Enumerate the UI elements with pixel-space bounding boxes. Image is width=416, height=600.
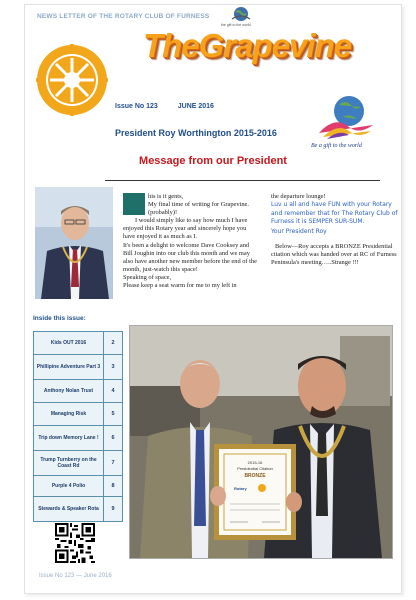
toc-row[interactable]	[34, 355, 122, 380]
toc-page: 3	[111, 364, 115, 370]
certificate-org: Rotary	[234, 486, 247, 491]
toc-page: 9	[111, 506, 115, 512]
toc-row[interactable]	[34, 332, 122, 355]
photo-caption: Below—Roy accepts a BRONZE Presidential citation which was handed over at RC of Furness Peninsula's meeting…..Strange !!!	[271, 242, 397, 266]
newsletter-title: TheGrapevine	[143, 27, 352, 64]
message-paragraph: I would simply like to say how much I have enjoyed this Rotary year and sincerely hope you have enjoyed it as much as I.	[123, 217, 248, 241]
toc-title: Stewards & Speaker Rota	[34, 497, 104, 521]
message-paragraph: Speaking of space,	[123, 273, 172, 281]
toc-title: Trip down Memory Lane !	[34, 426, 104, 450]
president-photo	[35, 187, 113, 299]
rotary-wheel-logo	[35, 43, 109, 117]
issue-date: JUNE 2016	[177, 103, 214, 110]
globe-caption: the gift to the world	[221, 23, 251, 27]
message-paragraph: his is it gents,	[148, 193, 184, 200]
toc-row[interactable]	[34, 451, 122, 476]
president-line: President Roy Worthington 2015-2016	[115, 128, 277, 138]
table-of-contents	[33, 331, 123, 522]
page-footer: Issue No 123 — June 2016	[39, 573, 112, 579]
message-paragraph: It's been a delight to welcome Dave Cooksey and Bill Joughin into our club this month and we may also have another new member before the end of the month, just-watch this space!	[123, 241, 257, 273]
toc-title: Phillipine Adventure Part 3	[34, 355, 104, 379]
message-paragraph: My final time of writing for Grapevine.(probably)!	[148, 201, 249, 217]
message-paragraph: the departure lounge!	[271, 193, 326, 200]
certificate-title: Presidential Citation	[237, 466, 273, 471]
toc-row[interactable]	[34, 380, 122, 403]
toc-title: Purple 4 Polio	[34, 476, 104, 496]
toc-title: Anthony Nolan Trust	[34, 380, 104, 402]
issue-info	[115, 103, 232, 110]
toc-page: 2	[111, 340, 115, 346]
toc-row[interactable]	[34, 403, 122, 426]
president-message-column-1	[123, 193, 258, 290]
toc-page: 7	[111, 460, 115, 466]
certificate-level: BRONZE	[244, 473, 266, 479]
inside-this-issue-label: Inside this issue:	[33, 315, 86, 322]
be-a-gift-logo	[315, 93, 375, 141]
toc-title: Managing Risk	[34, 403, 104, 425]
globe-logo-small	[229, 5, 253, 23]
heading-divider	[105, 180, 380, 181]
qr-code[interactable]	[55, 523, 95, 563]
toc-row[interactable]	[34, 426, 122, 451]
toc-page: 5	[111, 411, 115, 417]
gift-caption: Be a gift to the world	[311, 143, 362, 149]
award-photo	[129, 325, 393, 559]
toc-page: 4	[111, 388, 115, 394]
president-signoff: Your President Roy	[271, 228, 327, 236]
newsletter-page	[24, 4, 402, 594]
certificate-year: 2015-16	[247, 460, 263, 465]
message-heading: Message from our President	[139, 155, 287, 167]
toc-row[interactable]	[34, 476, 122, 497]
message-paragraph: Please keep a seat warm for me to my left in	[123, 282, 237, 290]
toc-row[interactable]	[34, 497, 122, 521]
dropcap-box	[123, 193, 145, 215]
toc-page: 8	[111, 483, 115, 489]
issue-number: Issue No 123	[115, 103, 158, 110]
toc-page: 6	[111, 435, 115, 441]
president-message-column-2	[271, 193, 399, 267]
toc-title: Kids OUT 2016	[34, 332, 104, 354]
masthead-label: NEWS LETTER OF THE ROTARY CLUB OF FURNESS	[37, 13, 210, 20]
handwritten-message: Luv u all and have FUN with your Rotary and remember that for The Rotary Club of Furness it is SEMPER SUR-SUM.	[271, 201, 398, 225]
toc-title: Trump Turnberry on the Coast Rd	[34, 451, 104, 475]
